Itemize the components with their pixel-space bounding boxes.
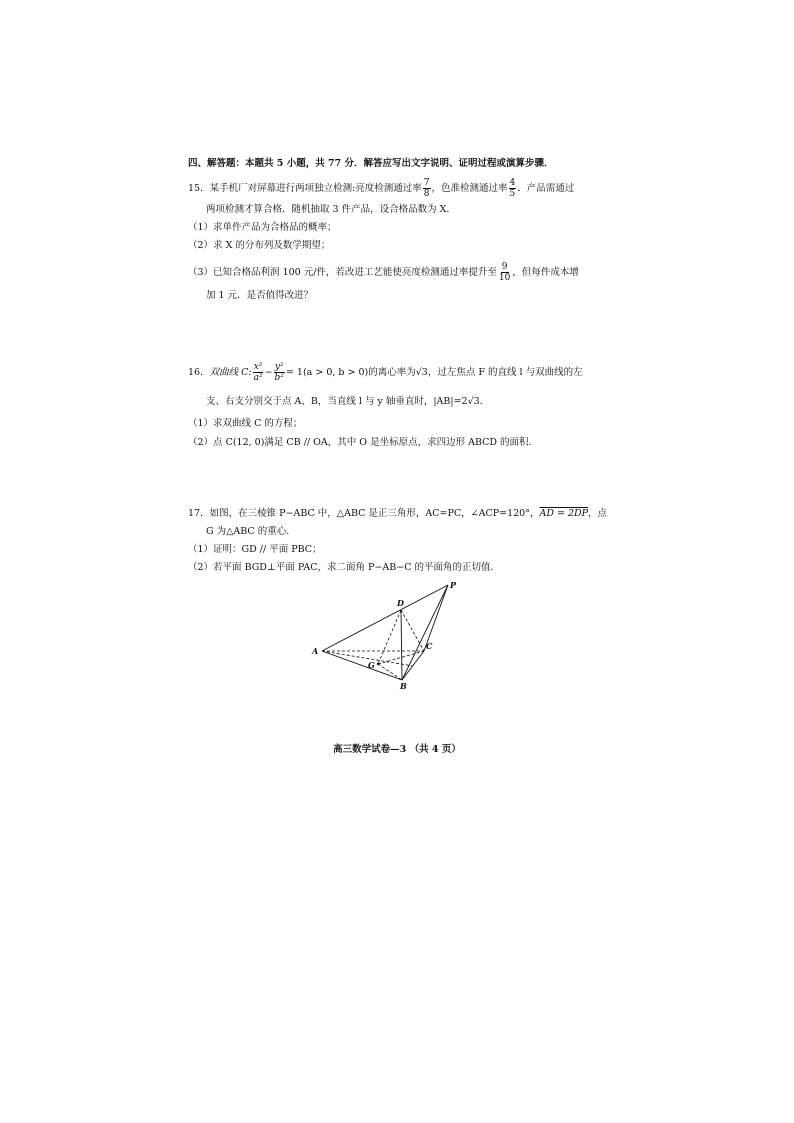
q16-sub2: （2）点 C(12, 0)满足 CB // OA，其中 O 是坐标原点，求四边形 ABCD 的面积. [188,437,532,448]
segment-DB [401,610,402,680]
page-footer: 高三数学试卷—3 （共 4 页） [333,744,461,755]
q15-sub3-text-b: ，但每件成本增 [512,267,579,278]
q17-line1 [188,508,607,520]
q17-line2: G 为△ABC 的重心． [206,526,296,537]
segment-GC [378,651,424,664]
edge-AB [322,651,402,680]
q15-sub3-text-a: （3）已知合格品利润 100 元/件，若改进工艺能使亮度检测通过率提升至 [188,267,497,278]
q15-number: 15． [188,183,210,194]
q17-number: 17． [188,508,210,519]
q15-frac-color [509,178,517,199]
q16-line2-text-b: ． [479,396,490,407]
q17-vector-eq: AD = 2DP [539,508,588,519]
q15-frac-brightness [423,178,431,199]
segment-GB [378,664,402,680]
frac-denominator: 5 [509,189,516,199]
q16-lead: 双曲线 C: [209,367,252,378]
q17-text-b: ，点 [588,508,608,519]
frac-numerator: x² [253,362,263,372]
q16-line2-sqrt: √3 [467,396,480,407]
section-heading: 四、解答题：本题共 5 小题，共 77 分．解答应写出文字说明、证明过程或演算步骤． [188,158,554,169]
q17-text-a: 如图，在三棱锥 P−ABC 中，△ABC 是正三角形，AC=PC，∠ACP=120°， [209,508,540,519]
q15-sub3 [188,262,579,283]
q15-text-a: 某手机厂对屏幕进行两项独立检测:亮度检测通过率 [209,183,422,194]
frac-numerator: y² [274,362,284,372]
point-G [377,663,379,665]
frac-numerator: 7 [423,178,430,188]
q16-text-b: 的离心率为 [368,367,416,378]
label-D: D [397,598,404,608]
label-C: C [426,641,433,651]
edge-BP [402,585,448,680]
q15-frac-improved [498,262,511,283]
frac-denominator: 8 [423,189,430,199]
q15-sub1: （1）求单件产品为合格品的概率； [188,222,337,233]
pyramid-figure [300,578,470,693]
q16-number: 16． [188,367,210,378]
segment-DC [401,610,424,651]
q15-sub3-line2: 加 1 元．是否值得改进？ [206,290,314,301]
q16-frac-y [274,362,285,383]
label-A: A [312,646,319,656]
frac-denominator: b² [274,373,284,383]
label-G: G [368,660,375,670]
q15-text-c: ．产品需通过 [517,183,575,194]
q16-line2 [206,396,489,408]
edge-BC [402,651,424,680]
q16-text-c: ，过左焦点 F 的直线 l 与双曲线的左 [427,367,583,378]
q16-line2-text-a: 支、右支分别交于点 A、B，当直线 l 与 y 轴垂直时，|AB|=2 [206,396,468,407]
q17-sub2: （2）若平面 BGD⊥平面 PAC，求二面角 P−AB−C 的平面角的正切值． [188,562,500,573]
label-P: P [450,580,457,590]
q15-line2: 两项检测才算合格．随机抽取 3 件产品，设合格品数为 X． [206,204,456,215]
frac-numerator: 4 [509,178,516,188]
q16-line1 [188,362,583,383]
frac-denominator: a² [253,373,263,383]
q17-sub1: （1）证明：GD // 平面 PBC； [188,544,322,555]
q15-line1 [188,178,574,199]
label-B: B [400,681,407,691]
frac-numerator: 9 [501,262,508,272]
q16-condition: = 1(a > 0, b > 0) [285,367,369,378]
q15-text-b: ，色准检测通过率 [431,183,508,194]
q15-sub2: （2）求 X 的分布列及数学期望； [188,240,331,251]
q16-sqrt3: √3 [415,367,428,378]
q16-sub1: （1）求双曲线 C 的方程； [188,418,303,429]
frac-denominator: 10 [498,273,511,283]
segment-DG [378,610,401,664]
q16-minus: − [264,367,273,378]
q16-frac-x [253,362,264,383]
